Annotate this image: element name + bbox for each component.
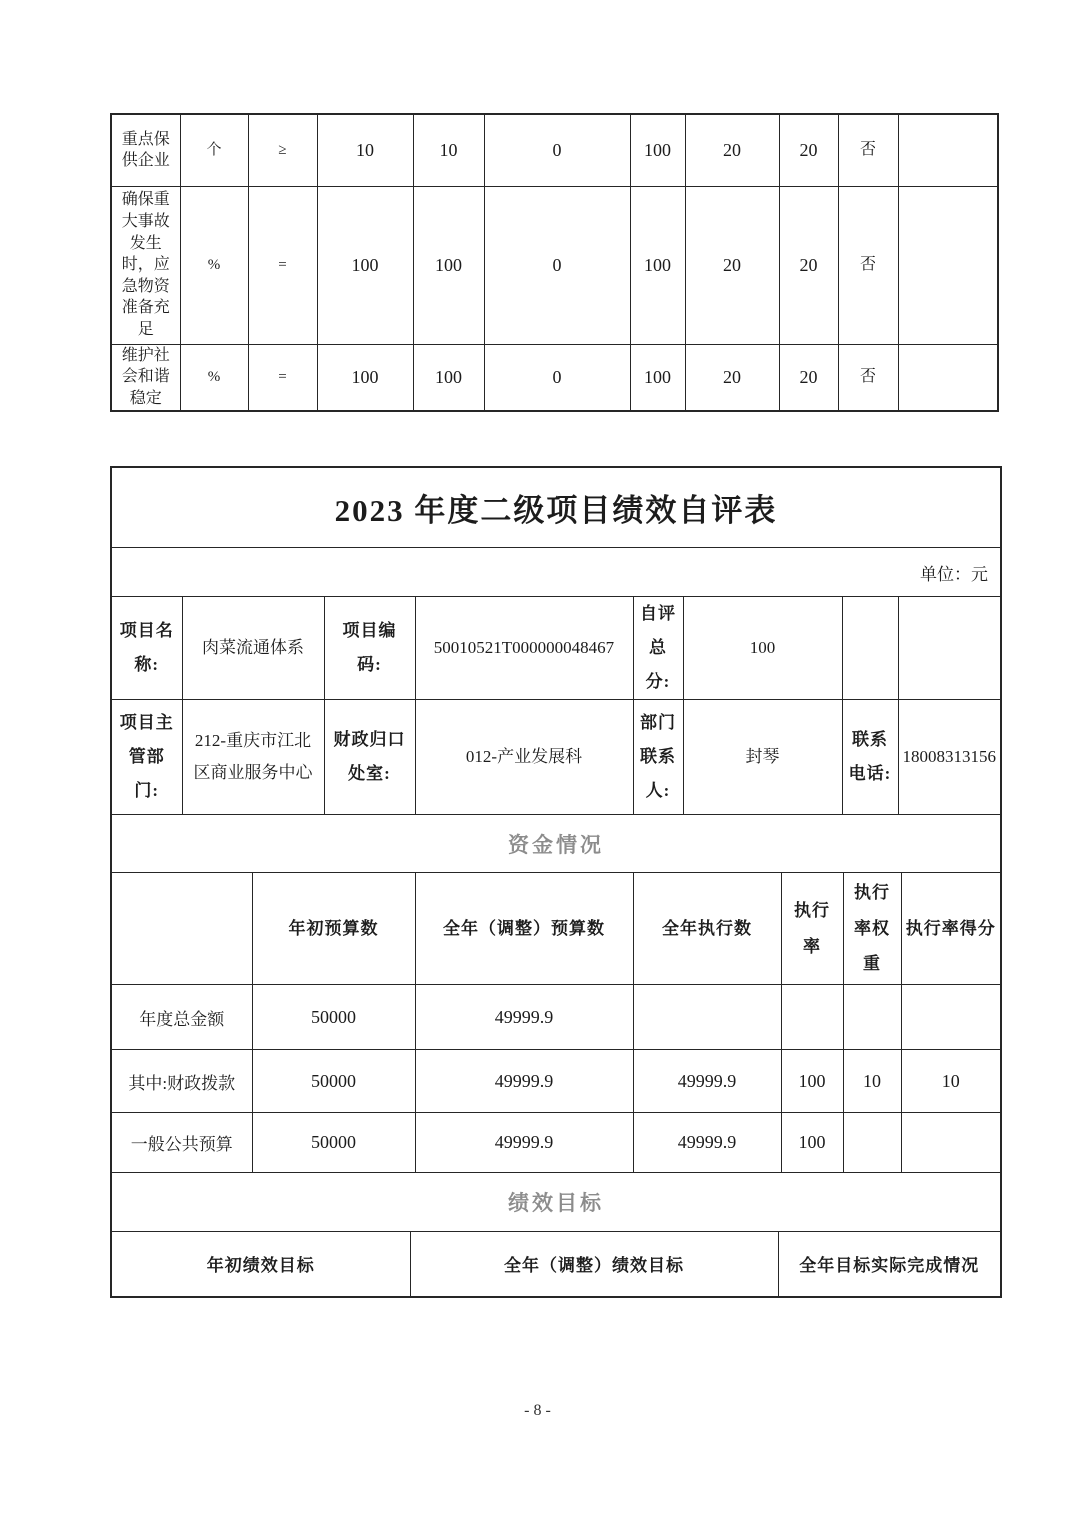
header-cell: 执行率权重 [843,873,901,985]
value-cell: 20 [685,186,779,344]
self-score-value: 100 [683,597,842,700]
project-code-value: 50010521T000000048467 [415,597,633,700]
dept-value: 212-重庆市江北区商业服务中心 [182,700,324,815]
empty-cell [898,597,1000,700]
operator-cell: ≥ [248,114,317,186]
header-cell: 年初预算数 [252,873,415,985]
value-cell: 10 [317,114,413,186]
value-cell: 100 [317,186,413,344]
header-cell: 全年（调整）绩效目标 [410,1232,778,1296]
value-cell: 0 [484,344,630,411]
value-cell: 20 [685,344,779,411]
operator-cell: = [248,344,317,411]
phone-value: 18008313156 [898,700,1000,815]
value-cell: 10 [901,1050,1000,1113]
note-cell [898,344,998,411]
value-cell: 20 [779,114,838,186]
value-cell: 49999.9 [633,1050,781,1113]
report-title: 2023 年度二级项目绩效自评表 [112,468,1000,548]
table-row [112,597,1000,700]
unit-cell: % [180,344,248,411]
contact-label: 部门联系人: [633,700,683,815]
targets-section-title: 绩效目标 [508,1191,604,1215]
header-cell: 全年目标实际完成情况 [778,1232,1000,1296]
value-cell [901,1113,1000,1173]
value-cell [781,985,843,1050]
flag-cell: 否 [838,186,898,344]
note-cell [898,114,998,186]
funding-section-title: 资金情况 [508,832,604,857]
project-name-value: 肉菜流通体系 [182,597,324,700]
unit-cell: % [180,186,248,344]
value-cell [901,985,1000,1050]
value-cell: 100 [781,1050,843,1113]
project-name-label: 项目名称: [112,597,182,700]
flag-cell: 否 [838,114,898,186]
finance-office-value: 012-产业发展科 [415,700,633,815]
value-cell [633,985,781,1050]
table-row [111,114,998,186]
header-cell: 执行率 [781,873,843,985]
value-cell: 100 [781,1113,843,1173]
contact-value: 封琴 [683,700,842,815]
header-cell: 全年执行数 [633,873,781,985]
indicator-name-cell: 重点保供企业 [111,114,180,186]
funding-header-row [112,873,1000,985]
value-cell: 20 [685,114,779,186]
value-cell: 49999.9 [415,985,633,1050]
targets-header-row [112,1232,1000,1296]
indicator-name-cell: 确保重大事故发生时，应急物资准备充足 [111,186,180,344]
report-table [110,466,1002,1298]
value-cell: 20 [779,186,838,344]
funding-table [112,872,1000,1173]
value-cell: 49999.9 [415,1050,633,1113]
value-cell: 50000 [252,1113,415,1173]
note-cell [898,186,998,344]
targets-header-table [112,1231,1000,1296]
value-cell: 20 [779,344,838,411]
row-label-cell: 年度总金额 [112,985,252,1050]
value-cell [843,985,901,1050]
value-cell: 100 [630,344,685,411]
value-cell: 0 [484,114,630,186]
value-cell: 49999.9 [415,1113,633,1173]
unit-cell: 个 [180,114,248,186]
header-cell: 年初绩效目标 [112,1232,410,1296]
dept-label: 项目主管部门: [112,700,182,815]
indicator-name-cell: 维护社会和谐稳定 [111,344,180,411]
value-cell: 10 [843,1050,901,1113]
value-cell: 50000 [252,985,415,1050]
value-cell: 0 [484,186,630,344]
page-number: - 8 - [524,1402,551,1419]
value-cell: 10 [413,114,484,186]
table-row [111,186,998,344]
unit-note: 单位：元 [920,564,988,584]
row-label-cell: 其中:财政拨款 [112,1050,252,1113]
header-cell [112,873,252,985]
self-score-label: 自评总分: [633,597,683,700]
empty-cell [842,597,898,700]
project-info-table [112,596,1000,815]
header-cell: 执行率得分 [901,873,1000,985]
phone-label: 联系电话: [842,700,898,815]
value-cell: 100 [630,114,685,186]
project-code-label: 项目编码: [324,597,415,700]
indicator-table [110,113,999,412]
table-row [112,1050,1000,1113]
header-cell: 全年（调整）预算数 [415,873,633,985]
value-cell: 100 [413,186,484,344]
value-cell: 100 [413,344,484,411]
value-cell: 50000 [252,1050,415,1113]
table-row [112,985,1000,1050]
flag-cell: 否 [838,344,898,411]
value-cell: 49999.9 [633,1113,781,1173]
table-row [112,700,1000,815]
value-cell [843,1113,901,1173]
finance-office-label: 财政归口处室: [324,700,415,815]
row-label-cell: 一般公共预算 [112,1113,252,1173]
table-row [112,1113,1000,1173]
value-cell: 100 [630,186,685,344]
table-row [111,344,998,411]
operator-cell: = [248,186,317,344]
value-cell: 100 [317,344,413,411]
